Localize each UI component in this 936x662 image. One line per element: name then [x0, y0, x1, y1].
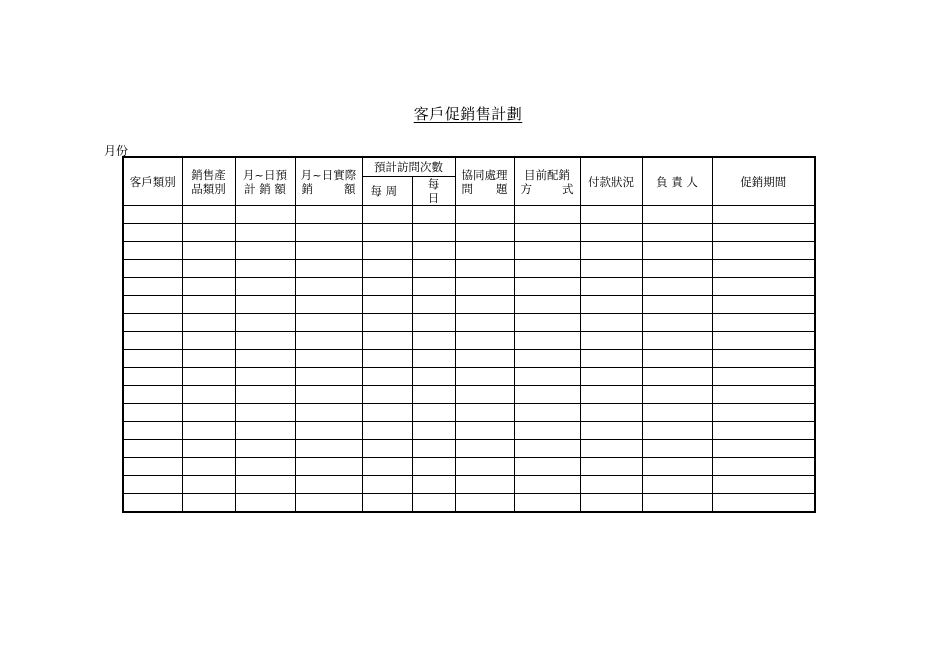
table-cell [712, 206, 815, 224]
table-cell [295, 476, 362, 494]
table-cell [295, 350, 362, 368]
table-cell [362, 476, 412, 494]
table-cell [182, 440, 235, 458]
promotion-plan-table [122, 156, 816, 513]
table-cell [580, 404, 642, 422]
table-cell [182, 350, 235, 368]
table-cell [412, 368, 455, 386]
table-cell [580, 206, 642, 224]
header-customer-type: 客戶類別 [123, 157, 182, 206]
table-cell [123, 476, 182, 494]
table-row [123, 206, 815, 224]
table-cell [514, 242, 580, 260]
table-cell [514, 350, 580, 368]
table-cell [123, 404, 182, 422]
table-cell [712, 368, 815, 386]
table-cell [514, 296, 580, 314]
table-cell [235, 260, 295, 278]
table-cell [580, 260, 642, 278]
table-cell [362, 314, 412, 332]
table-cell [182, 278, 235, 296]
table-cell [235, 404, 295, 422]
table-cell [455, 314, 514, 332]
table-row [123, 458, 815, 476]
table-row [123, 314, 815, 332]
table-cell [642, 422, 712, 440]
header-planned-sales: 月~日預 計 銷 額 [235, 157, 295, 206]
table-cell [514, 224, 580, 242]
table-cell [295, 296, 362, 314]
table-cell [642, 440, 712, 458]
table-cell [362, 386, 412, 404]
table-cell [712, 458, 815, 476]
table-cell [412, 296, 455, 314]
table-cell [455, 440, 514, 458]
table-cell [712, 350, 815, 368]
table-cell [123, 242, 182, 260]
table-cell [295, 332, 362, 350]
table-cell [412, 260, 455, 278]
table-cell [455, 242, 514, 260]
table-cell [123, 350, 182, 368]
table-cell [642, 296, 712, 314]
table-row [123, 296, 815, 314]
table-cell [712, 260, 815, 278]
table-cell [712, 224, 815, 242]
table-cell [235, 314, 295, 332]
table-cell [362, 422, 412, 440]
table-cell [182, 368, 235, 386]
table-cell [235, 206, 295, 224]
table-cell [123, 224, 182, 242]
table-cell [182, 422, 235, 440]
table-cell [455, 350, 514, 368]
table-cell [235, 458, 295, 476]
table-cell [712, 386, 815, 404]
header-daily: 每 日 [412, 177, 455, 206]
table-cell [412, 278, 455, 296]
table-cell [362, 224, 412, 242]
header-distribution-method: 目前配銷 方 式 [514, 157, 580, 206]
table-cell [412, 476, 455, 494]
table-cell [642, 278, 712, 296]
table-cell [235, 224, 295, 242]
table-cell [235, 386, 295, 404]
table-cell [362, 278, 412, 296]
table-cell [514, 422, 580, 440]
table-cell [455, 404, 514, 422]
table-cell [362, 494, 412, 513]
table-cell [412, 350, 455, 368]
table-cell [412, 422, 455, 440]
table-cell [362, 458, 412, 476]
table-cell [642, 404, 712, 422]
table-cell [642, 350, 712, 368]
table-cell [123, 206, 182, 224]
table-cell [182, 476, 235, 494]
table-cell [362, 368, 412, 386]
table-cell [123, 368, 182, 386]
table-cell [182, 296, 235, 314]
table-cell [235, 350, 295, 368]
table-cell [182, 224, 235, 242]
table-cell [642, 332, 712, 350]
page-title: 客戶促銷售計劃 [413, 105, 523, 123]
table-cell [580, 386, 642, 404]
table-cell [712, 494, 815, 513]
table-cell [514, 278, 580, 296]
table-cell [712, 422, 815, 440]
table-cell [182, 314, 235, 332]
table-cell [514, 332, 580, 350]
table-cell [642, 260, 712, 278]
table-cell [514, 494, 580, 513]
table-cell [712, 296, 815, 314]
table-cell [123, 260, 182, 278]
table-cell [712, 440, 815, 458]
table-cell [712, 278, 815, 296]
table-cell [514, 440, 580, 458]
table-cell [123, 386, 182, 404]
table-cell [642, 476, 712, 494]
table-cell [455, 458, 514, 476]
table-cell [412, 314, 455, 332]
table-cell [580, 422, 642, 440]
header-weekly: 每 周 [362, 177, 412, 206]
table-cell [412, 242, 455, 260]
table-cell [642, 224, 712, 242]
table-cell [712, 314, 815, 332]
table-cell [580, 476, 642, 494]
table-cell [412, 332, 455, 350]
table-row [123, 386, 815, 404]
table-cell [455, 494, 514, 513]
table-row [123, 224, 815, 242]
table-cell [295, 242, 362, 260]
table-cell [182, 404, 235, 422]
table-cell [412, 404, 455, 422]
table-cell [514, 206, 580, 224]
table-cell [123, 422, 182, 440]
table-cell [514, 386, 580, 404]
table-cell [295, 206, 362, 224]
table-cell [514, 476, 580, 494]
table-cell [295, 386, 362, 404]
table-cell [182, 260, 235, 278]
table-cell [580, 440, 642, 458]
table-cell [295, 224, 362, 242]
table-cell [642, 368, 712, 386]
header-owner: 負 責 人 [642, 157, 712, 206]
table-cell [580, 350, 642, 368]
table-cell [580, 278, 642, 296]
table-cell [362, 296, 412, 314]
table-cell [412, 458, 455, 476]
table-cell [580, 494, 642, 513]
table-cell [362, 206, 412, 224]
table-cell [412, 224, 455, 242]
table-cell [412, 494, 455, 513]
table-cell [642, 458, 712, 476]
table-cell [235, 278, 295, 296]
table-cell [123, 332, 182, 350]
table-cell [712, 404, 815, 422]
table-cell [295, 458, 362, 476]
table-cell [235, 242, 295, 260]
table-cell [642, 206, 712, 224]
table-cell [295, 440, 362, 458]
header-coop-issues: 協同處理 問 題 [455, 157, 514, 206]
table-cell [235, 296, 295, 314]
table-cell [182, 494, 235, 513]
table-cell [455, 278, 514, 296]
table-cell [642, 314, 712, 332]
table-cell [362, 404, 412, 422]
table-cell [362, 350, 412, 368]
table-cell [580, 296, 642, 314]
table-cell [514, 458, 580, 476]
table-cell [123, 458, 182, 476]
table-cell [514, 314, 580, 332]
table-cell [295, 260, 362, 278]
table-row [123, 422, 815, 440]
table-cell [412, 440, 455, 458]
table-cell [455, 422, 514, 440]
table-row [123, 404, 815, 422]
month-label: 月份 [104, 144, 129, 158]
table-cell [182, 458, 235, 476]
table-row [123, 278, 815, 296]
table-cell [455, 386, 514, 404]
table-cell [235, 476, 295, 494]
table-row [123, 440, 815, 458]
table-cell [235, 440, 295, 458]
table-cell [295, 314, 362, 332]
table-cell [712, 476, 815, 494]
table-cell [123, 296, 182, 314]
table-row [123, 350, 815, 368]
header-actual-sales: 月~日實際 銷 額 [295, 157, 362, 206]
table-cell [295, 494, 362, 513]
table-cell [295, 404, 362, 422]
table-row [123, 242, 815, 260]
table-cell [412, 206, 455, 224]
table-cell [580, 242, 642, 260]
header-promotion-period: 促銷期間 [712, 157, 815, 206]
table-row [123, 260, 815, 278]
table-cell [362, 242, 412, 260]
table-cell [514, 368, 580, 386]
table-cell [455, 476, 514, 494]
header-payment-status: 付款狀況 [580, 157, 642, 206]
table-cell [712, 242, 815, 260]
table-cell [182, 332, 235, 350]
table-cell [182, 242, 235, 260]
table-cell [514, 260, 580, 278]
table-cell [642, 242, 712, 260]
table-row [123, 476, 815, 494]
table-cell [514, 404, 580, 422]
table-cell [123, 440, 182, 458]
table-cell [182, 386, 235, 404]
table-cell [580, 224, 642, 242]
table-cell [642, 494, 712, 513]
table-cell [712, 332, 815, 350]
table-cell [642, 386, 712, 404]
table-cell [362, 440, 412, 458]
table-cell [235, 422, 295, 440]
table-cell [235, 494, 295, 513]
table-cell [580, 314, 642, 332]
table-cell [123, 278, 182, 296]
table-cell [580, 458, 642, 476]
table-cell [123, 494, 182, 513]
table-cell [362, 260, 412, 278]
table-cell [455, 260, 514, 278]
header-planned-visits: 預計訪問次數 [362, 157, 455, 177]
table-row [123, 332, 815, 350]
table-cell [455, 332, 514, 350]
table-cell [295, 278, 362, 296]
table-row [123, 368, 815, 386]
table-cell [455, 206, 514, 224]
table-cell [580, 332, 642, 350]
table-cell [455, 368, 514, 386]
table-cell [412, 386, 455, 404]
table-row [123, 494, 815, 513]
header-product-type: 銷售產 品類別 [182, 157, 235, 206]
table-cell [295, 422, 362, 440]
table-cell [362, 332, 412, 350]
table-cell [455, 224, 514, 242]
table-cell [295, 368, 362, 386]
table-cell [455, 296, 514, 314]
table-cell [235, 368, 295, 386]
table-cell [182, 206, 235, 224]
table-cell [123, 314, 182, 332]
table-cell [580, 368, 642, 386]
table-cell [235, 332, 295, 350]
